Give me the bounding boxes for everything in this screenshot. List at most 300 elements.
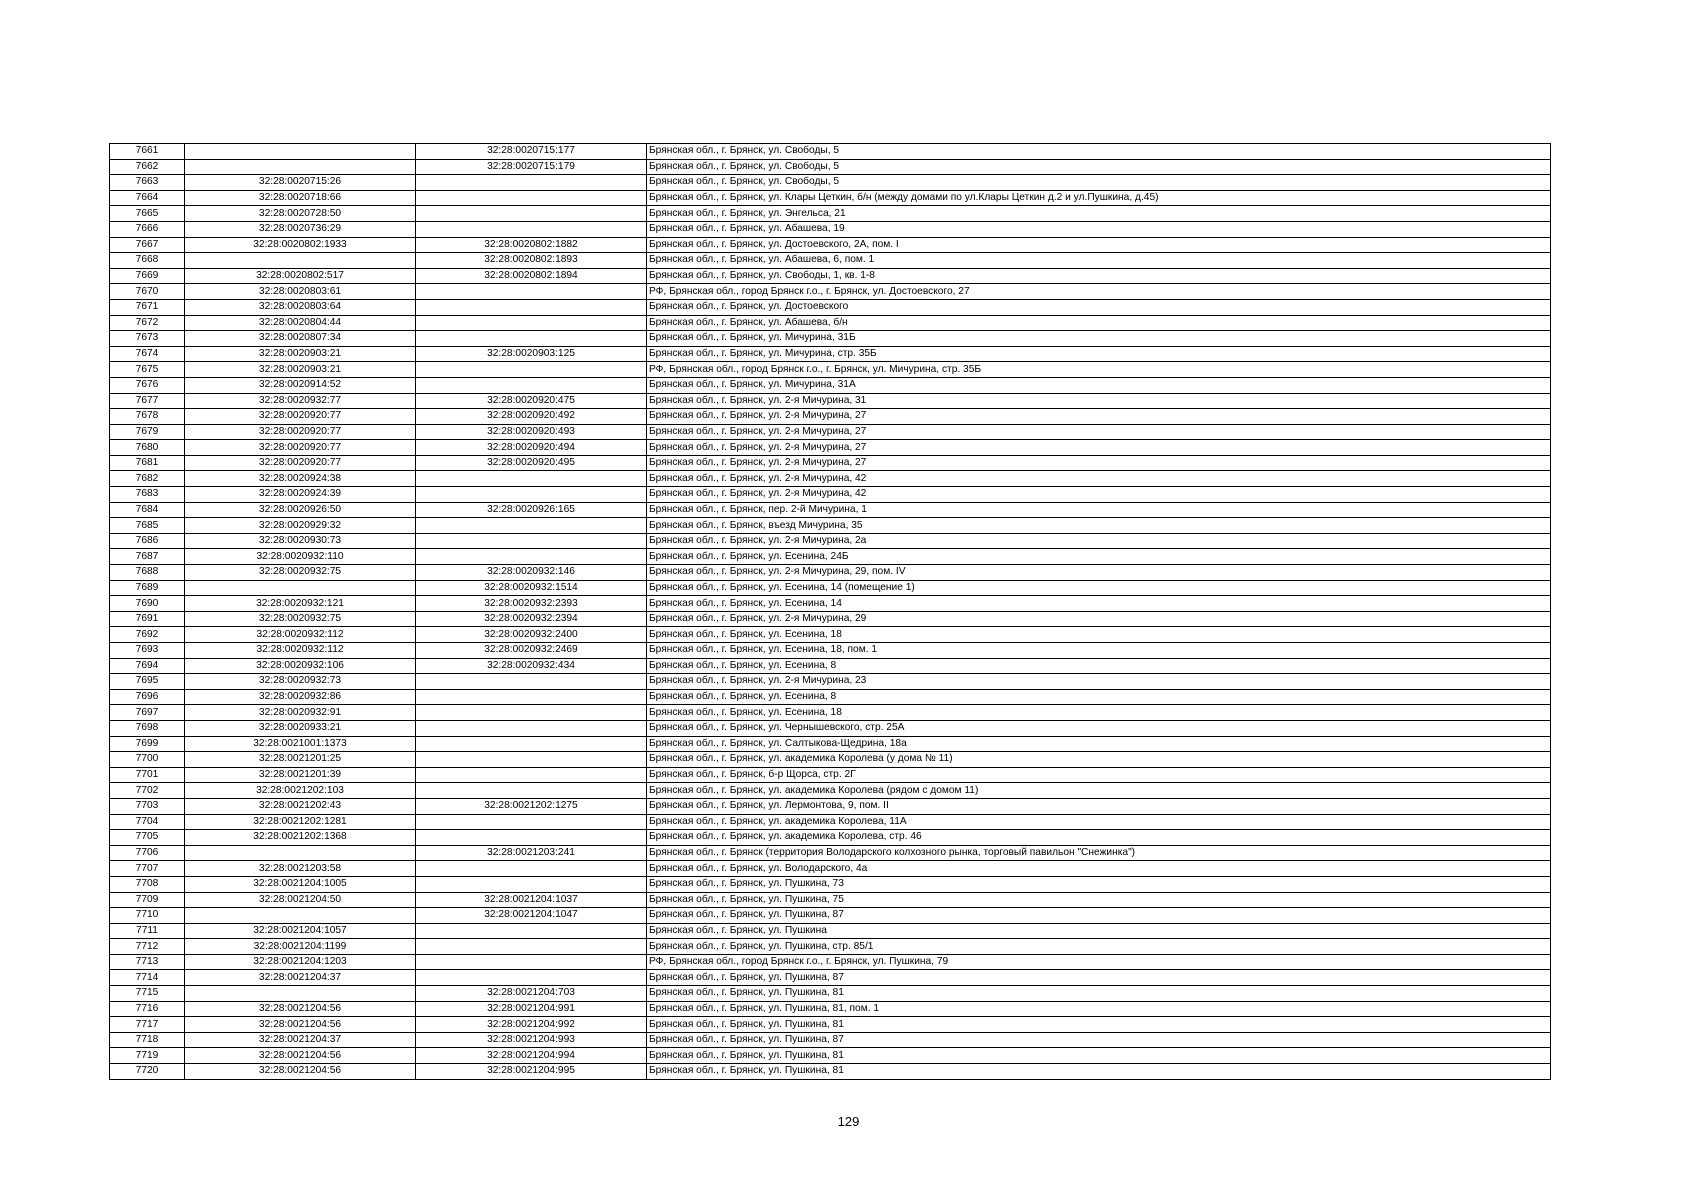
land-cadastral-number-cell: 32:28:0021204:1203 <box>185 954 416 970</box>
row-number-cell: 7714 <box>110 970 185 986</box>
row-number-cell: 7687 <box>110 549 185 565</box>
row-number-cell: 7718 <box>110 1032 185 1048</box>
land-cadastral-number-cell: 32:28:0020807:34 <box>185 331 416 347</box>
address-cell: Брянская обл., г. Брянск, ул. 2-я Мичурина, 29 <box>647 611 1551 627</box>
row-number-cell: 7666 <box>110 221 185 237</box>
object-cadastral-number-cell: 32:28:0021204:995 <box>416 1064 647 1080</box>
land-cadastral-number-cell: 32:28:0021203:58 <box>185 861 416 877</box>
land-cadastral-number-cell: 32:28:0020926:50 <box>185 502 416 518</box>
row-number-cell: 7681 <box>110 455 185 471</box>
address-cell: Брянская обл., г. Брянск, ул. Пушкина, 81, пом. 1 <box>647 1001 1551 1017</box>
table-row <box>110 268 1551 284</box>
object-cadastral-number-cell: 32:28:0020932:2469 <box>416 643 647 659</box>
table-row <box>110 409 1551 425</box>
row-number-cell: 7664 <box>110 190 185 206</box>
table-row <box>110 830 1551 846</box>
address-cell: Брянская обл., г. Брянск, ул. Мичурина, стр. 35Б <box>647 346 1551 362</box>
object-cadastral-number-cell <box>416 923 647 939</box>
object-cadastral-number-cell <box>416 783 647 799</box>
object-cadastral-number-cell: 32:28:0020920:475 <box>416 393 647 409</box>
address-cell: Брянская обл., г. Брянск, ул. Чернышевского, стр. 25А <box>647 720 1551 736</box>
row-number-cell: 7675 <box>110 362 185 378</box>
object-cadastral-number-cell <box>416 487 647 503</box>
table-row <box>110 331 1551 347</box>
land-cadastral-number-cell: 32:28:0020920:77 <box>185 424 416 440</box>
land-cadastral-number-cell: 32:28:0020802:1933 <box>185 237 416 253</box>
row-number-cell: 7678 <box>110 409 185 425</box>
table-row <box>110 190 1551 206</box>
address-cell: Брянская обл., г. Брянск, ул. 2-я Мичурина, 42 <box>647 471 1551 487</box>
land-cadastral-number-cell: 32:28:0021204:37 <box>185 1032 416 1048</box>
row-number-cell: 7685 <box>110 518 185 534</box>
address-cell: Брянская обл., г. Брянск, ул. Салтыкова-Щедрина, 18а <box>647 736 1551 752</box>
table-row <box>110 892 1551 908</box>
land-cadastral-number-cell: 32:28:0020920:77 <box>185 440 416 456</box>
table-row <box>110 221 1551 237</box>
table-row <box>110 346 1551 362</box>
object-cadastral-number-cell <box>416 315 647 331</box>
address-cell: Брянская обл., г. Брянск, ул. академика Королева, стр. 46 <box>647 830 1551 846</box>
row-number-cell: 7709 <box>110 892 185 908</box>
table-row <box>110 1001 1551 1017</box>
object-cadastral-number-cell: 32:28:0020920:495 <box>416 455 647 471</box>
row-number-cell: 7701 <box>110 767 185 783</box>
object-cadastral-number-cell <box>416 549 647 565</box>
land-cadastral-number-cell: 32:28:0020932:75 <box>185 611 416 627</box>
object-cadastral-number-cell: 32:28:0020932:434 <box>416 658 647 674</box>
object-cadastral-number-cell: 32:28:0020802:1882 <box>416 237 647 253</box>
table-row <box>110 206 1551 222</box>
address-cell: Брянская обл., г. Брянск, въезд Мичурина, 35 <box>647 518 1551 534</box>
land-cadastral-number-cell: 32:28:0020932:91 <box>185 705 416 721</box>
table-row <box>110 611 1551 627</box>
land-cadastral-number-cell <box>185 845 416 861</box>
row-number-cell: 7665 <box>110 206 185 222</box>
object-cadastral-number-cell <box>416 767 647 783</box>
table-row <box>110 1064 1551 1080</box>
land-cadastral-number-cell <box>185 159 416 175</box>
address-cell: Брянская обл., г. Брянск, ул. Свободы, 5 <box>647 159 1551 175</box>
object-cadastral-number-cell <box>416 518 647 534</box>
table-row <box>110 487 1551 503</box>
address-cell: Брянская обл., г. Брянск, ул. 2-я Мичурина, 27 <box>647 455 1551 471</box>
row-number-cell: 7663 <box>110 175 185 191</box>
land-cadastral-number-cell: 32:28:0021001:1373 <box>185 736 416 752</box>
address-cell: Брянская обл., г. Брянск, ул. Пушкина <box>647 923 1551 939</box>
object-cadastral-number-cell: 32:28:0020920:493 <box>416 424 647 440</box>
land-cadastral-number-cell: 32:28:0020802:517 <box>185 268 416 284</box>
address-cell: Брянская обл., г. Брянск, ул. Есенина, 8 <box>647 658 1551 674</box>
row-number-cell: 7695 <box>110 674 185 690</box>
table-row <box>110 658 1551 674</box>
row-number-cell: 7707 <box>110 861 185 877</box>
table-row <box>110 299 1551 315</box>
object-cadastral-number-cell <box>416 206 647 222</box>
object-cadastral-number-cell: 32:28:0020932:2400 <box>416 627 647 643</box>
land-cadastral-number-cell: 32:28:0020715:26 <box>185 175 416 191</box>
address-cell: Брянская обл., г. Брянск, ул. Пушкина, 87 <box>647 908 1551 924</box>
table-row <box>110 393 1551 409</box>
object-cadastral-number-cell: 32:28:0021204:991 <box>416 1001 647 1017</box>
address-cell: Брянская обл., г. Брянск, ул. 2-я Мичурина, 31 <box>647 393 1551 409</box>
address-cell: РФ, Брянская обл., город Брянск г.о., г. Брянск, ул. Пушкина, 79 <box>647 954 1551 970</box>
object-cadastral-number-cell <box>416 830 647 846</box>
address-cell: Брянская обл., г. Брянск, б-р Щорса, стр. 2Г <box>647 767 1551 783</box>
row-number-cell: 7670 <box>110 284 185 300</box>
table-row <box>110 923 1551 939</box>
row-number-cell: 7717 <box>110 1017 185 1033</box>
row-number-cell: 7692 <box>110 627 185 643</box>
table-row <box>110 362 1551 378</box>
address-cell: Брянская обл., г. Брянск, ул. 2-я Мичурина, 27 <box>647 440 1551 456</box>
address-cell: Брянская обл., г. Брянск, пер. 2-й Мичурина, 1 <box>647 502 1551 518</box>
address-cell: Брянская обл., г. Брянск, ул. Пушкина, 81 <box>647 1048 1551 1064</box>
land-cadastral-number-cell <box>185 144 416 160</box>
object-cadastral-number-cell <box>416 970 647 986</box>
land-cadastral-number-cell: 32:28:0020932:75 <box>185 565 416 581</box>
row-number-cell: 7710 <box>110 908 185 924</box>
table-row <box>110 159 1551 175</box>
land-cadastral-number-cell: 32:28:0021204:56 <box>185 1064 416 1080</box>
table-row <box>110 144 1551 160</box>
object-cadastral-number-cell <box>416 876 647 892</box>
table-row <box>110 705 1551 721</box>
object-cadastral-number-cell: 32:28:0020715:177 <box>416 144 647 160</box>
table-row <box>110 253 1551 269</box>
address-cell: Брянская обл., г. Брянск, ул. Свободы, 5 <box>647 175 1551 191</box>
land-cadastral-number-cell: 32:28:0020932:112 <box>185 627 416 643</box>
land-cadastral-number-cell: 32:28:0020803:64 <box>185 299 416 315</box>
table-row <box>110 674 1551 690</box>
row-number-cell: 7712 <box>110 939 185 955</box>
land-cadastral-number-cell: 32:28:0021202:1368 <box>185 830 416 846</box>
row-number-cell: 7703 <box>110 798 185 814</box>
object-cadastral-number-cell <box>416 471 647 487</box>
land-cadastral-number-cell: 32:28:0021204:50 <box>185 892 416 908</box>
object-cadastral-number-cell <box>416 377 647 393</box>
row-number-cell: 7661 <box>110 144 185 160</box>
land-cadastral-number-cell <box>185 908 416 924</box>
object-cadastral-number-cell: 32:28:0021204:992 <box>416 1017 647 1033</box>
address-cell: Брянская обл., г. Брянск, ул. 2-я Мичурина, 42 <box>647 487 1551 503</box>
object-cadastral-number-cell: 32:28:0020932:2394 <box>416 611 647 627</box>
address-cell: Брянская обл., г. Брянск, ул. академика Королева, 11А <box>647 814 1551 830</box>
row-number-cell: 7699 <box>110 736 185 752</box>
object-cadastral-number-cell <box>416 299 647 315</box>
address-cell: Брянская обл., г. Брянск, ул. Достоевского, 2А, пом. I <box>647 237 1551 253</box>
object-cadastral-number-cell <box>416 284 647 300</box>
land-cadastral-number-cell: 32:28:0021204:37 <box>185 970 416 986</box>
address-cell: Брянская обл., г. Брянск, ул. Пушкина, 75 <box>647 892 1551 908</box>
table-row <box>110 798 1551 814</box>
object-cadastral-number-cell <box>416 814 647 830</box>
land-cadastral-number-cell: 32:28:0020933:21 <box>185 720 416 736</box>
table-row <box>110 783 1551 799</box>
address-cell: Брянская обл., г. Брянск, ул. Свободы, 5 <box>647 144 1551 160</box>
row-number-cell: 7708 <box>110 876 185 892</box>
address-cell: Брянская обл., г. Брянск, ул. академика Королева (рядом с домом 11) <box>647 783 1551 799</box>
land-cadastral-number-cell: 32:28:0020924:38 <box>185 471 416 487</box>
table-row <box>110 767 1551 783</box>
address-cell: Брянская обл., г. Брянск, ул. Есенина, 24Б <box>647 549 1551 565</box>
object-cadastral-number-cell: 32:28:0021204:1047 <box>416 908 647 924</box>
row-number-cell: 7688 <box>110 565 185 581</box>
table-row <box>110 471 1551 487</box>
address-cell: Брянская обл., г. Брянск, ул. академика Королева (у дома № 11) <box>647 752 1551 768</box>
row-number-cell: 7698 <box>110 720 185 736</box>
row-number-cell: 7686 <box>110 533 185 549</box>
object-cadastral-number-cell <box>416 752 647 768</box>
land-cadastral-number-cell: 32:28:0020932:121 <box>185 596 416 612</box>
land-cadastral-number-cell: 32:28:0020803:61 <box>185 284 416 300</box>
row-number-cell: 7693 <box>110 643 185 659</box>
page-number: 129 <box>837 1114 860 1129</box>
land-cadastral-number-cell: 32:28:0021201:39 <box>185 767 416 783</box>
object-cadastral-number-cell <box>416 736 647 752</box>
row-number-cell: 7684 <box>110 502 185 518</box>
row-number-cell: 7668 <box>110 253 185 269</box>
row-number-cell: 7719 <box>110 1048 185 1064</box>
land-cadastral-number-cell: 32:28:0021201:25 <box>185 752 416 768</box>
row-number-cell: 7682 <box>110 471 185 487</box>
address-cell: Брянская обл., г. Брянск, ул. Володарского, 4а <box>647 861 1551 877</box>
land-cadastral-number-cell: 32:28:0021202:1281 <box>185 814 416 830</box>
table-row <box>110 970 1551 986</box>
address-cell: Брянская обл., г. Брянск, ул. 2-я Мичурина, 27 <box>647 424 1551 440</box>
registry-table <box>109 143 1551 1080</box>
address-cell: Брянская обл., г. Брянск, ул. Пушкина, 81 <box>647 986 1551 1002</box>
row-number-cell: 7671 <box>110 299 185 315</box>
land-cadastral-number-cell: 32:28:0021204:56 <box>185 1017 416 1033</box>
address-cell: Брянская обл., г. Брянск (территория Володарского колхозного рынка, торговый павильон "Снежинка") <box>647 845 1551 861</box>
land-cadastral-number-cell: 32:28:0021204:56 <box>185 1001 416 1017</box>
table-row <box>110 814 1551 830</box>
address-cell: Брянская обл., г. Брянск, ул. 2-я Мичурина, 27 <box>647 409 1551 425</box>
row-number-cell: 7706 <box>110 845 185 861</box>
table-row <box>110 986 1551 1002</box>
row-number-cell: 7702 <box>110 783 185 799</box>
table-row <box>110 518 1551 534</box>
object-cadastral-number-cell: 32:28:0021204:1037 <box>416 892 647 908</box>
address-cell: Брянская обл., г. Брянск, ул. 2-я Мичурина, 23 <box>647 674 1551 690</box>
table-row <box>110 580 1551 596</box>
table-row <box>110 549 1551 565</box>
table-row <box>110 689 1551 705</box>
land-cadastral-number-cell: 32:28:0020932:110 <box>185 549 416 565</box>
land-cadastral-number-cell <box>185 253 416 269</box>
row-number-cell: 7696 <box>110 689 185 705</box>
row-number-cell: 7672 <box>110 315 185 331</box>
table-row <box>110 377 1551 393</box>
land-cadastral-number-cell <box>185 580 416 596</box>
row-number-cell: 7697 <box>110 705 185 721</box>
table-row <box>110 876 1551 892</box>
object-cadastral-number-cell: 32:28:0021204:994 <box>416 1048 647 1064</box>
row-number-cell: 7676 <box>110 377 185 393</box>
address-cell: Брянская обл., г. Брянск, ул. Пушкина, 87 <box>647 1032 1551 1048</box>
land-cadastral-number-cell: 32:28:0020932:112 <box>185 643 416 659</box>
table-row <box>110 1017 1551 1033</box>
table-row <box>110 284 1551 300</box>
table-row <box>110 565 1551 581</box>
row-number-cell: 7715 <box>110 986 185 1002</box>
row-number-cell: 7705 <box>110 830 185 846</box>
object-cadastral-number-cell: 32:28:0020920:492 <box>416 409 647 425</box>
land-cadastral-number-cell: 32:28:0020932:86 <box>185 689 416 705</box>
address-cell: Брянская обл., г. Брянск, ул. Пушкина, 81 <box>647 1017 1551 1033</box>
object-cadastral-number-cell: 32:28:0020802:1893 <box>416 253 647 269</box>
land-cadastral-number-cell: 32:28:0020932:73 <box>185 674 416 690</box>
address-cell: Брянская обл., г. Брянск, ул. Пушкина, 87 <box>647 970 1551 986</box>
table-row <box>110 1048 1551 1064</box>
land-cadastral-number-cell <box>185 986 416 1002</box>
registry-table-body <box>110 144 1551 1080</box>
row-number-cell: 7679 <box>110 424 185 440</box>
row-number-cell: 7691 <box>110 611 185 627</box>
object-cadastral-number-cell <box>416 705 647 721</box>
object-cadastral-number-cell: 32:28:0020932:146 <box>416 565 647 581</box>
object-cadastral-number-cell: 32:28:0020920:494 <box>416 440 647 456</box>
object-cadastral-number-cell: 32:28:0020802:1894 <box>416 268 647 284</box>
row-number-cell: 7683 <box>110 487 185 503</box>
object-cadastral-number-cell <box>416 720 647 736</box>
row-number-cell: 7680 <box>110 440 185 456</box>
land-cadastral-number-cell: 32:28:0020914:52 <box>185 377 416 393</box>
table-row <box>110 845 1551 861</box>
address-cell: Брянская обл., г. Брянск, ул. Есенина, 18 <box>647 627 1551 643</box>
land-cadastral-number-cell: 32:28:0021204:1005 <box>185 876 416 892</box>
table-row <box>110 736 1551 752</box>
address-cell: Брянская обл., г. Брянск, ул. Пушкина, 73 <box>647 876 1551 892</box>
table-row <box>110 440 1551 456</box>
object-cadastral-number-cell <box>416 533 647 549</box>
table-row <box>110 502 1551 518</box>
land-cadastral-number-cell: 32:28:0021204:56 <box>185 1048 416 1064</box>
object-cadastral-number-cell: 32:28:0021204:703 <box>416 986 647 1002</box>
row-number-cell: 7694 <box>110 658 185 674</box>
object-cadastral-number-cell: 32:28:0020715:179 <box>416 159 647 175</box>
row-number-cell: 7677 <box>110 393 185 409</box>
row-number-cell: 7689 <box>110 580 185 596</box>
object-cadastral-number-cell: 32:28:0021202:1275 <box>416 798 647 814</box>
table-row <box>110 315 1551 331</box>
address-cell: Брянская обл., г. Брянск, ул. Мичурина, 31А <box>647 377 1551 393</box>
address-cell: Брянская обл., г. Брянск, ул. Энгельса, 21 <box>647 206 1551 222</box>
land-cadastral-number-cell: 32:28:0020728:50 <box>185 206 416 222</box>
table-row <box>110 455 1551 471</box>
land-cadastral-number-cell: 32:28:0020932:106 <box>185 658 416 674</box>
address-cell: Брянская обл., г. Брянск, ул. Абашева, 19 <box>647 221 1551 237</box>
address-cell: Брянская обл., г. Брянск, ул. Есенина, 18, пом. 1 <box>647 643 1551 659</box>
object-cadastral-number-cell: 32:28:0021203:241 <box>416 845 647 861</box>
land-cadastral-number-cell: 32:28:0020903:21 <box>185 346 416 362</box>
land-cadastral-number-cell: 32:28:0020903:21 <box>185 362 416 378</box>
land-cadastral-number-cell: 32:28:0020736:29 <box>185 221 416 237</box>
table-row <box>110 752 1551 768</box>
row-number-cell: 7662 <box>110 159 185 175</box>
address-cell: Брянская обл., г. Брянск, ул. Пушкина, стр. 85/1 <box>647 939 1551 955</box>
object-cadastral-number-cell <box>416 861 647 877</box>
table-row <box>110 954 1551 970</box>
object-cadastral-number-cell <box>416 175 647 191</box>
address-cell: Брянская обл., г. Брянск, ул. Мичурина, 31Б <box>647 331 1551 347</box>
object-cadastral-number-cell <box>416 954 647 970</box>
table-row <box>110 643 1551 659</box>
address-cell: Брянская обл., г. Брянск, ул. Есенина, 14 (помещение 1) <box>647 580 1551 596</box>
land-cadastral-number-cell: 32:28:0021202:103 <box>185 783 416 799</box>
object-cadastral-number-cell <box>416 674 647 690</box>
land-cadastral-number-cell: 32:28:0021204:1057 <box>185 923 416 939</box>
address-cell: Брянская обл., г. Брянск, ул. Свободы, 1, кв. 1-8 <box>647 268 1551 284</box>
land-cadastral-number-cell: 32:28:0020920:77 <box>185 455 416 471</box>
object-cadastral-number-cell <box>416 331 647 347</box>
object-cadastral-number-cell <box>416 362 647 378</box>
object-cadastral-number-cell: 32:28:0020932:2393 <box>416 596 647 612</box>
row-number-cell: 7674 <box>110 346 185 362</box>
land-cadastral-number-cell: 32:28:0020804:44 <box>185 315 416 331</box>
object-cadastral-number-cell: 32:28:0020932:1514 <box>416 580 647 596</box>
object-cadastral-number-cell: 32:28:0021204:993 <box>416 1032 647 1048</box>
table-row <box>110 1032 1551 1048</box>
land-cadastral-number-cell: 32:28:0020930:73 <box>185 533 416 549</box>
table-row <box>110 424 1551 440</box>
land-cadastral-number-cell: 32:28:0020932:77 <box>185 393 416 409</box>
address-cell: Брянская обл., г. Брянск, ул. Пушкина, 81 <box>647 1064 1551 1080</box>
row-number-cell: 7711 <box>110 923 185 939</box>
land-cadastral-number-cell: 32:28:0021204:1199 <box>185 939 416 955</box>
row-number-cell: 7713 <box>110 954 185 970</box>
address-cell: Брянская обл., г. Брянск, ул. 2-я Мичурина, 29, пом. IV <box>647 565 1551 581</box>
address-cell: Брянская обл., г. Брянск, ул. Есенина, 18 <box>647 705 1551 721</box>
object-cadastral-number-cell: 32:28:0020926:165 <box>416 502 647 518</box>
object-cadastral-number-cell <box>416 689 647 705</box>
table-row <box>110 175 1551 191</box>
table-row <box>110 627 1551 643</box>
object-cadastral-number-cell <box>416 939 647 955</box>
address-cell: Брянская обл., г. Брянск, ул. Есенина, 8 <box>647 689 1551 705</box>
address-cell: Брянская обл., г. Брянск, ул. Абашева, б/н <box>647 315 1551 331</box>
address-cell: Брянская обл., г. Брянск, ул. Абашева, 6, пом. 1 <box>647 253 1551 269</box>
address-cell: РФ, Брянская обл., город Брянск г.о., г. Брянск, ул. Достоевского, 27 <box>647 284 1551 300</box>
table-row <box>110 861 1551 877</box>
table-row <box>110 596 1551 612</box>
object-cadastral-number-cell <box>416 190 647 206</box>
address-cell: Брянская обл., г. Брянск, ул. Есенина, 14 <box>647 596 1551 612</box>
land-cadastral-number-cell: 32:28:0020920:77 <box>185 409 416 425</box>
row-number-cell: 7669 <box>110 268 185 284</box>
address-cell: Брянская обл., г. Брянск, ул. 2-я Мичурина, 2а <box>647 533 1551 549</box>
row-number-cell: 7673 <box>110 331 185 347</box>
row-number-cell: 7720 <box>110 1064 185 1080</box>
address-cell: Брянская обл., г. Брянск, ул. Лермонтова, 9, пом. II <box>647 798 1551 814</box>
row-number-cell: 7704 <box>110 814 185 830</box>
table-row <box>110 533 1551 549</box>
row-number-cell: 7700 <box>110 752 185 768</box>
table-row <box>110 720 1551 736</box>
table-row <box>110 237 1551 253</box>
land-cadastral-number-cell: 32:28:0021202:43 <box>185 798 416 814</box>
address-cell: Брянская обл., г. Брянск, ул. Клары Цеткин, б/н (между домами по ул.Клары Цеткин д.2 и ул.Пушкина, д.45) <box>647 190 1551 206</box>
address-cell: РФ, Брянская обл., город Брянск г.о., г. Брянск, ул. Мичурина, стр. 35Б <box>647 362 1551 378</box>
row-number-cell: 7716 <box>110 1001 185 1017</box>
row-number-cell: 7667 <box>110 237 185 253</box>
land-cadastral-number-cell: 32:28:0020929:32 <box>185 518 416 534</box>
table-row <box>110 908 1551 924</box>
land-cadastral-number-cell: 32:28:0020924:39 <box>185 487 416 503</box>
land-cadastral-number-cell: 32:28:0020718:66 <box>185 190 416 206</box>
address-cell: Брянская обл., г. Брянск, ул. Достоевского <box>647 299 1551 315</box>
object-cadastral-number-cell: 32:28:0020903:125 <box>416 346 647 362</box>
